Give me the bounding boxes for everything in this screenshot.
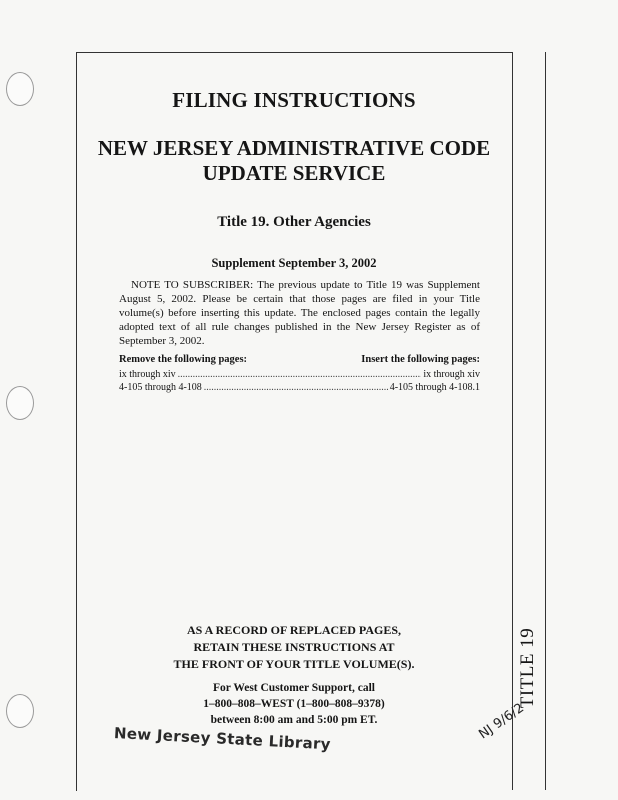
insert-pages: ix through xiv — [423, 369, 480, 380]
page-title: FILING INSTRUCTIONS — [172, 88, 416, 112]
record-line-2: RETAIN THESE INSTRUCTIONS AT — [193, 640, 395, 654]
insert-pages: 4-105 through 4-108.1 — [389, 382, 480, 393]
code-title — [60, 136, 528, 186]
remove-pages: 4-105 through 4-108 — [119, 382, 202, 393]
record-line-1: AS A RECORD OF REPLACED PAGES, — [186, 623, 402, 637]
table-header — [119, 354, 480, 365]
library-stamp: New Jersey State Library — [113, 724, 332, 754]
subscriber-note: NOTE TO SUBSCRIBER: The previous update to Title 19 was Supplement August 5, 2002. Please be certain that those pages are filed in your Title volume(s) before inserting this update. The enclosed pages contain the legally adopted text of all rule changes published in the New Jersey Register as of September 3, 2002. — [119, 279, 480, 347]
table-row — [119, 381, 480, 394]
page-replacement-table — [119, 354, 480, 394]
title-subject: Title 19. Other Agencies — [217, 214, 371, 230]
code-title-line-2: UPDATE SERVICE — [202, 161, 386, 185]
record-instruction — [76, 622, 512, 673]
support-hours: between 8:00 am and 5:00 pm ET. — [210, 714, 378, 726]
handwritten-note: NJ 9/6/2 — [476, 700, 527, 743]
table-row — [119, 368, 480, 381]
record-line-3: THE FRONT OF YOUR TITLE VOLUME(S). — [173, 657, 415, 671]
remove-header: Remove the following pages: — [119, 354, 248, 365]
punch-hole-top — [6, 72, 34, 106]
customer-support — [76, 680, 512, 728]
leader-dots — [178, 368, 422, 381]
support-line-1: For West Customer Support, call — [213, 682, 375, 694]
punch-hole-bottom — [6, 694, 34, 728]
spine-label: TITLE 19 — [517, 627, 538, 709]
punch-hole-middle — [6, 386, 34, 420]
leader-dots — [204, 381, 388, 394]
insert-header: Insert the following pages: — [361, 354, 480, 365]
code-title-line-1: NEW JERSEY ADMINISTRATIVE CODE — [97, 136, 491, 160]
support-phone: 1–800–808–WEST (1–800–808–9378) — [203, 698, 385, 710]
remove-pages: ix through xiv — [119, 369, 176, 380]
supplement-date: Supplement September 3, 2002 — [211, 256, 377, 270]
